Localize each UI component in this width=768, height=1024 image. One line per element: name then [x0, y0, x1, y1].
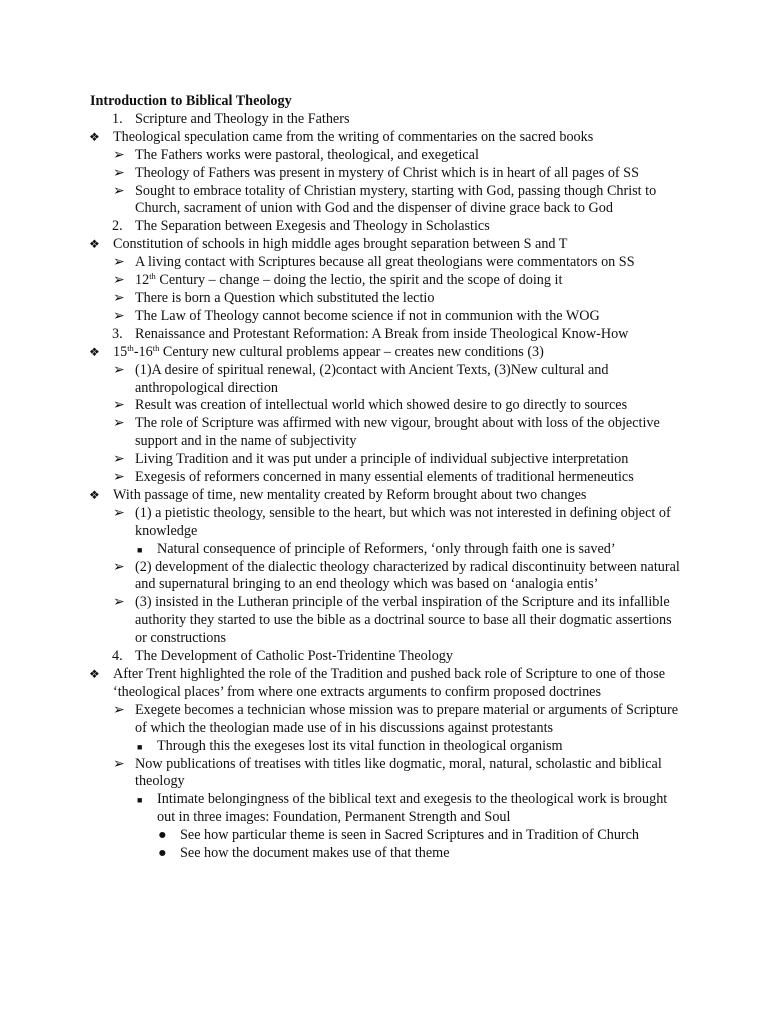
diamond-bullet-icon: ❖ — [89, 129, 100, 144]
arrow-bullet-icon: ➢ — [113, 254, 125, 271]
outline-item-text — [135, 469, 634, 485]
document-title: Introduction to Biblical Theology — [90, 93, 292, 109]
outline-item-arr — [90, 147, 680, 165]
outline-item-text — [113, 666, 665, 700]
square-bullet-icon: ■ — [137, 544, 143, 555]
outline-item-arr — [90, 290, 680, 308]
text-fragment: The Separation between Exegesis and Theology in Scholastics — [135, 218, 490, 235]
arrow-bullet-icon: ➢ — [113, 397, 125, 414]
outline-item-text — [180, 845, 450, 861]
outline-item-num — [90, 111, 680, 129]
outline-item-arr — [90, 702, 680, 738]
arrow-bullet-icon: ➢ — [113, 272, 125, 289]
text-fragment: Sought to embrace totality of Christian mystery, starting with God, passing though Christ to Church, sacrament of union with God and the dispenser of divine grace back to God — [135, 182, 657, 217]
text-fragment: Century – change – doing the lectio, the spirit and the scope of doing it — [155, 272, 563, 289]
outline-item-arr — [90, 254, 680, 272]
arrow-bullet-icon: ➢ — [113, 146, 125, 163]
text-fragment: Theology of Fathers was present in mystery of Christ which is in heart of all pages of SS — [135, 164, 639, 181]
outline-item-dia — [90, 236, 680, 254]
dot-bullet-icon: ● — [158, 845, 167, 862]
text-fragment: -16 — [133, 343, 153, 360]
text-fragment: Exegesis of reformers concerned in many essential elements of traditional hermeneutics — [135, 469, 634, 486]
text-fragment: A living contact with Scriptures because all great theologians were commentators on SS — [135, 254, 635, 271]
diamond-bullet-icon: ❖ — [89, 487, 100, 502]
text-fragment: Century new cultural problems appear – creates new conditions (3) — [159, 343, 544, 360]
outline-item-text — [135, 415, 660, 449]
outline-item-dia — [90, 129, 680, 147]
outline-item-arr — [90, 451, 680, 469]
arrow-bullet-icon: ➢ — [113, 504, 125, 521]
arrow-bullet-icon: ➢ — [113, 469, 125, 486]
outline-item-text — [135, 165, 639, 181]
text-fragment: 15 — [113, 343, 128, 360]
outline-item-text — [135, 254, 635, 270]
text-fragment: 12 — [135, 272, 150, 289]
ordinal-suffix: th — [149, 271, 156, 282]
outline-item-sq — [90, 791, 680, 827]
arrow-bullet-icon: ➢ — [113, 307, 125, 324]
diamond-bullet-icon: ❖ — [89, 344, 100, 359]
text-fragment: There is born a Question which substituted the lectio — [135, 289, 435, 306]
outline-item-text — [157, 738, 563, 754]
text-fragment: Living Tradition and it was put under a principle of individual subjective interpretation — [135, 451, 629, 468]
text-fragment: Result was creation of intellectual world which showed desire to go directly to sources — [135, 397, 628, 414]
text-fragment: (3) insisted in the Lutheran principle of the verbal inspiration of the Scripture and its infallible authority they started to use the bible as a doctrinal source to base all their dogmatic assertions or constructions — [135, 594, 672, 647]
outline-item-text — [113, 236, 567, 252]
outline-item-text — [113, 129, 593, 145]
text-fragment: (1)A desire of spiritual renewal, (2)contact with Ancient Texts, (3)New cultural and anthropological direction — [135, 361, 609, 396]
arrow-bullet-icon: ➢ — [113, 755, 125, 772]
outline-item-dia — [90, 487, 680, 505]
outline-item-arr — [90, 397, 680, 415]
outline-item-text — [135, 183, 656, 217]
outline-item-text — [135, 290, 434, 306]
arrow-bullet-icon: ➢ — [113, 289, 125, 306]
text-fragment: Intimate belongingness of the biblical text and exegesis to the theological work is brought out in three images: Foundation, Permanent Strength and Soul — [157, 791, 668, 826]
text-fragment: Constitution of schools in high middle ages brought separation between S and T — [113, 236, 568, 253]
outline-item-text — [135, 308, 600, 324]
text-fragment: After Trent highlighted the role of the Tradition and pushed back role of Scripture to one of those ‘theological places’ from where one extracts arguments to confirm proposed doctrines — [113, 666, 666, 700]
arrow-bullet-icon: ➢ — [113, 164, 125, 181]
outline-item-sq — [90, 541, 680, 559]
arrow-bullet-icon: ➢ — [113, 451, 125, 468]
outline-item-text — [157, 541, 616, 557]
list-number: 3. — [112, 325, 123, 342]
text-fragment: Natural consequence of principle of Reformers, ‘only through faith one is saved’ — [157, 540, 616, 557]
outline-item-dia — [90, 344, 680, 362]
outline-item-dia — [90, 666, 680, 702]
list-number: 4. — [112, 648, 123, 665]
outline-item-arr — [90, 415, 680, 451]
outline-item-num — [90, 648, 680, 666]
outline-item-text — [135, 702, 678, 736]
outline-list — [90, 111, 680, 863]
outline-item-arr — [90, 308, 680, 326]
outline-item-arr — [90, 505, 680, 541]
text-fragment: Renaissance and Protestant Reformation: A Break from inside Theological Know-How — [135, 325, 629, 342]
text-fragment: (1) a pietistic theology, sensible to the heart, but which was not interested in defining object of knowledge — [135, 504, 671, 539]
outline-item-text — [135, 397, 627, 413]
arrow-bullet-icon: ➢ — [113, 594, 125, 611]
outline-item-num — [90, 218, 680, 236]
outline-item-text — [135, 594, 672, 646]
text-fragment: The Development of Catholic Post-Tridentine Theology — [135, 648, 453, 665]
document-body — [90, 93, 680, 863]
list-number: 2. — [112, 218, 123, 235]
text-fragment: Scripture and Theology in the Fathers — [135, 110, 350, 127]
outline-item-arr — [90, 272, 680, 290]
outline-item-arr — [90, 559, 680, 595]
outline-item-text — [113, 487, 586, 503]
outline-item-arr — [90, 165, 680, 183]
outline-item-text — [113, 344, 544, 360]
outline-item-text — [135, 451, 628, 467]
text-fragment: Through this the exegeses lost its vital function in theological organism — [157, 737, 563, 754]
square-bullet-icon: ■ — [137, 795, 143, 806]
outline-item-text — [135, 559, 680, 593]
list-number: 1. — [112, 110, 123, 127]
arrow-bullet-icon: ➢ — [113, 361, 125, 378]
outline-item-text — [135, 756, 662, 790]
text-fragment: The role of Scripture was affirmed with new vigour, brought about with loss of the objective support and in the name of subjectivity — [135, 415, 660, 450]
text-fragment: The Fathers works were pastoral, theological, and exegetical — [135, 146, 479, 163]
diamond-bullet-icon: ❖ — [89, 237, 100, 252]
arrow-bullet-icon: ➢ — [113, 415, 125, 432]
text-fragment: See how particular theme is seen in Sacred Scriptures and in Tradition of Church — [180, 827, 640, 844]
ordinal-suffix: th — [127, 342, 134, 353]
outline-item-arr — [90, 756, 680, 792]
dot-bullet-icon: ● — [158, 827, 167, 844]
diamond-bullet-icon: ❖ — [89, 667, 100, 681]
text-fragment: Exegete becomes a technician whose mission was to prepare material or arguments of Scripture of which the theologian made use of in his discussions against protestants — [135, 701, 679, 736]
text-fragment: Theological speculation came from the writing of commentaries on the sacred books — [113, 128, 594, 145]
outline-item-text — [135, 218, 490, 234]
arrow-bullet-icon: ➢ — [113, 558, 125, 575]
outline-item-arr — [90, 362, 680, 398]
outline-item-arr — [90, 594, 680, 648]
square-bullet-icon: ■ — [137, 741, 143, 752]
outline-item-text — [157, 791, 667, 825]
outline-item-text — [135, 505, 671, 539]
outline-item-text — [135, 147, 479, 163]
text-fragment: The Law of Theology cannot become science if not in communion with the WOG — [135, 307, 600, 324]
ordinal-suffix: th — [152, 342, 160, 353]
arrow-bullet-icon: ➢ — [113, 182, 125, 199]
outline-item-text — [180, 827, 639, 843]
arrow-bullet-icon: ➢ — [113, 701, 125, 718]
outline-item-text — [135, 326, 628, 342]
outline-item-text — [135, 362, 608, 396]
text-fragment: (2) development of the dialectic theology characterized by radical discontinuity between natural and supernatural bringing to an end theology which was based on ‘analogia entis’ — [135, 558, 680, 593]
outline-item-arr — [90, 183, 680, 219]
text-fragment: Now publications of treatises with titles like dogmatic, moral, natural, scholastic and biblical theology — [135, 755, 662, 790]
outline-item-sq — [90, 738, 680, 756]
outline-item-dot — [90, 845, 680, 863]
text-fragment: With passage of time, new mentality created by Reform brought about two changes — [113, 486, 587, 503]
outline-item-num — [90, 326, 680, 344]
outline-item-text — [135, 648, 453, 664]
outline-item-arr — [90, 469, 680, 487]
outline-item-text — [135, 111, 349, 127]
outline-item-dot — [90, 827, 680, 845]
text-fragment: See how the document makes use of that theme — [180, 845, 450, 862]
outline-item-text — [135, 272, 562, 288]
